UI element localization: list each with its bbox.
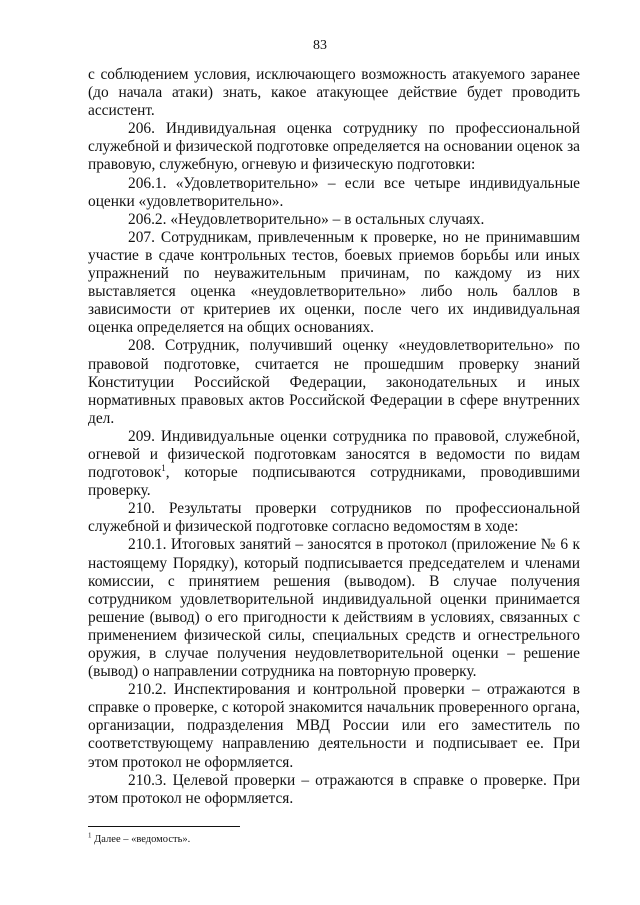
paragraph-continuation: с соблюдением условия, исключающего возможность атакуемого заранее (до начала атаки) знать, какое атакующее действие будет проводить ассистент. bbox=[88, 66, 580, 120]
footnote-marker: 1 bbox=[88, 831, 92, 840]
paragraph-207: 207. Сотрудникам, привлеченным к проверке, но не принимавшим участие в сдаче контрольных тестов, боевых приемов борьбы или иных упражнений по неуважительным причинам, по каждому из них выставляется оценка «неудовлетворительно» либо ноль баллов в зависимости от критериев их оценки, после чего их индивидуальная оценка определяется на общих основаниях. bbox=[88, 228, 580, 337]
paragraph-206: 206. Индивидуальная оценка сотруднику по профессиональной служебной и физической подготовке определяется на основании оценок за правовую, служебную, огневую и физическую подготовки: bbox=[88, 120, 580, 174]
paragraph-209-text-after: , которые подписываются сотрудниками, проводившими проверку. bbox=[88, 464, 580, 500]
footnote bbox=[88, 833, 580, 846]
paragraph-209-text-before: 209. Индивидуальные оценки сотрудника по правовой, служебной, огневой и физической подготовкам заносятся в ведомости по видам подготовок bbox=[88, 427, 580, 482]
paragraph-210-2: 210.2. Инспектирования и контрольной проверки – отражаются в справке о проверке, с которой знакомится начальник проверенного органа, организации, подразделения МВД России или его заместитель по соответствующему направлению деятельности и подписывает ее. При этом протокол не оформляется. bbox=[88, 681, 580, 771]
paragraph-208: 208. Сотрудник, получивший оценку «неудовлетворительно» по правовой подготовке, считается не прошедшим проверку знаний Конституции Российской Федерации, законодательных и иных нормативных правовых актов Российской Федерации в сфере внутренних дел. bbox=[88, 337, 580, 427]
page-number: 83 bbox=[313, 38, 327, 53]
paragraph-206-2: 206.2. «Неудовлетворительно» – в остальных случаях. bbox=[128, 210, 485, 228]
footnote-text: Далее – «ведомость». bbox=[91, 834, 191, 845]
paragraph-209 bbox=[88, 428, 580, 500]
footnote-reference: 1 bbox=[161, 462, 166, 473]
body-text bbox=[88, 66, 580, 808]
paragraph-206-1: 206.1. «Удовлетворительно» – если все четыре индивидуальные оценки «удовлетворительно». bbox=[88, 174, 580, 210]
paragraph-210-1: 210.1. Итоговых занятий – заносятся в протокол (приложение № 6 к настоящему Порядку), который подписывается председателем и членами комиссии, с принятием решения (выводом). В случае получения сотрудником удовлетворительной индивидуальной оценки принимается решение (вывод) о его пригодности к действиям в условиях, связанных с применением физической силы, специальных средств и огнестрельного оружия, в случае получения неудовлетворительной оценки – решение (вывод) о направлении сотрудника на повторную проверку. bbox=[88, 536, 580, 681]
footnote-separator bbox=[88, 826, 240, 827]
paragraph-210-3: 210.3. Целевой проверки – отражаются в справке о проверке. При этом протокол не оформляется. bbox=[88, 771, 580, 807]
paragraph-210: 210. Результаты проверки сотрудников по профессиональной служебной и физической подготовке согласно ведомостям в ходе: bbox=[88, 500, 580, 536]
